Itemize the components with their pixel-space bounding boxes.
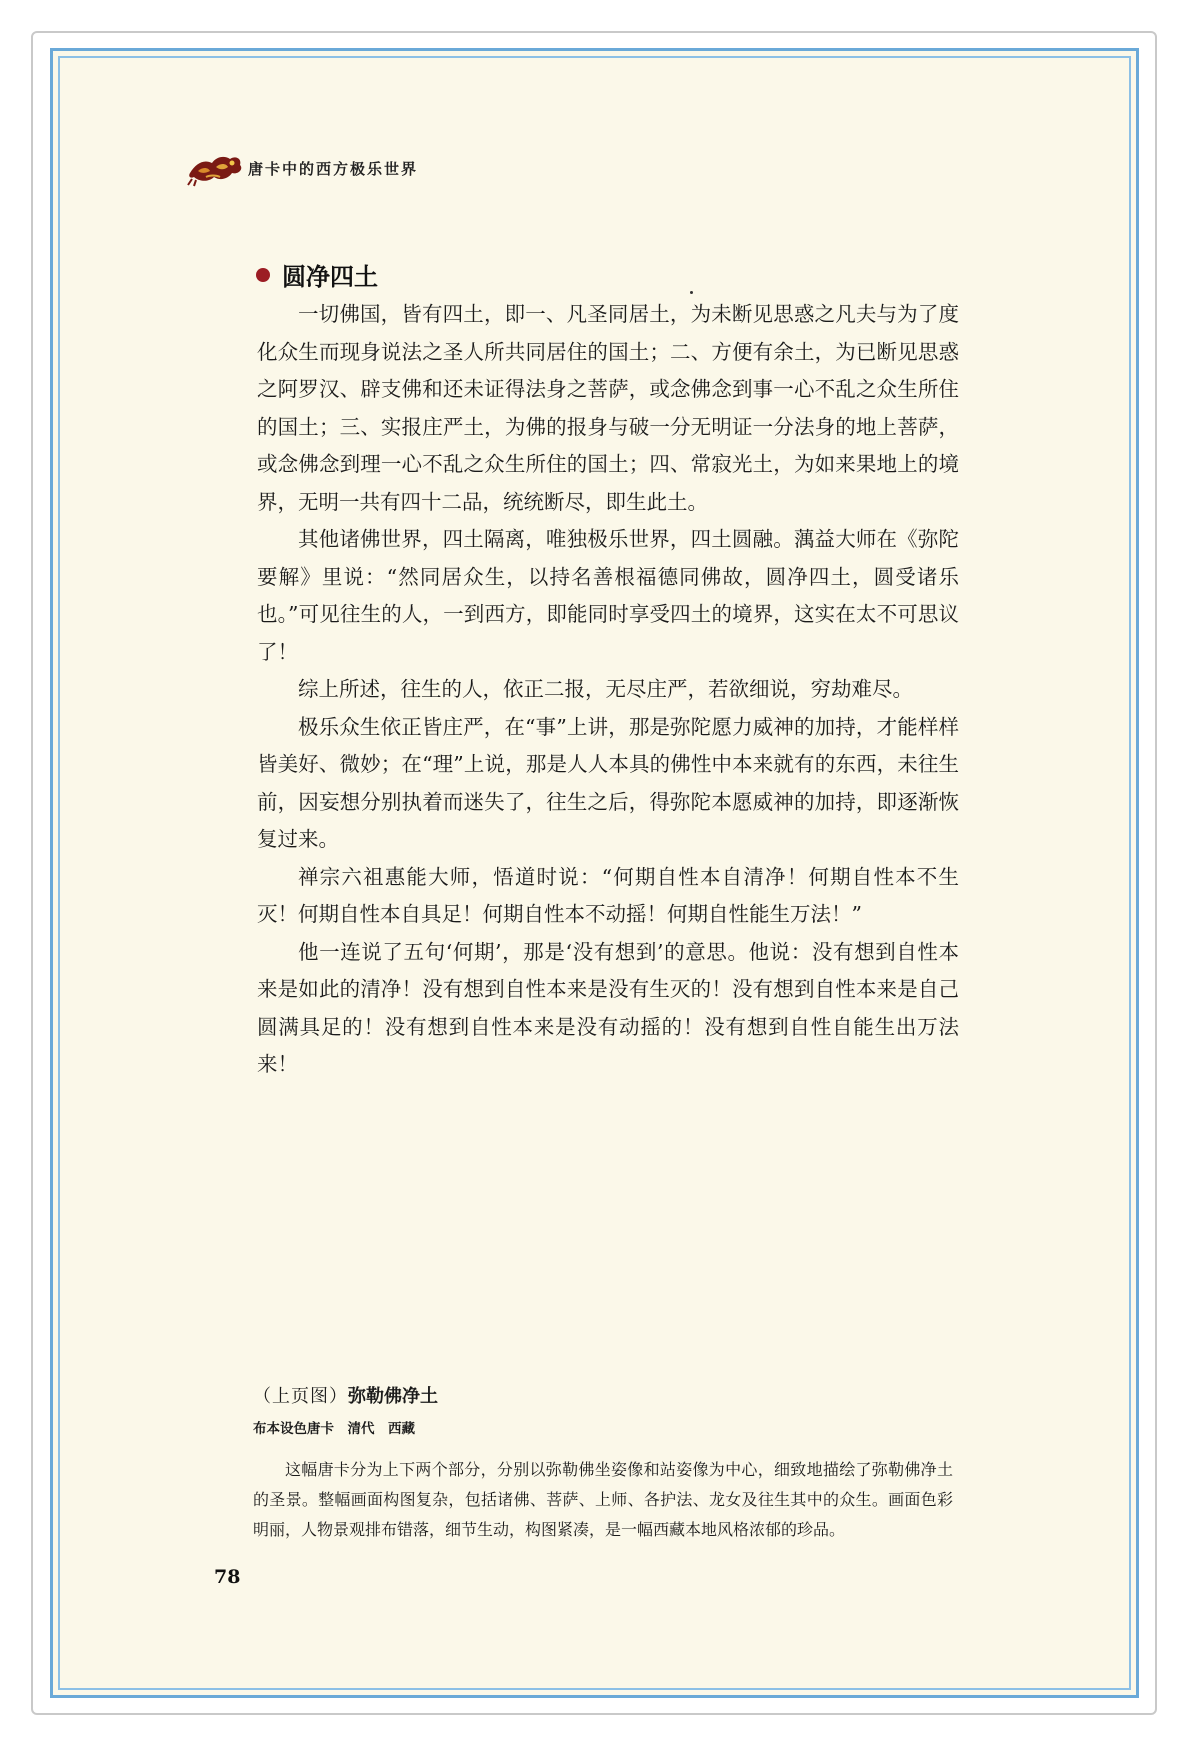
page-number: 78 [214, 1566, 241, 1588]
caption-title: 弥勒佛净土 [348, 1386, 438, 1407]
dragon-icon [186, 149, 244, 187]
paragraph: 极乐众生依正皆庄严，在“事”上讲，那是弥陀愿力威神的加持，才能样样皆美好、微妙；在“理”上说，那是人人本具的佛性中本来就有的东西，未往生前，因妄想分别执着而迷失了，往生之后，得弥陀本愿威神的加持，即逐渐恢复过来。 [257, 714, 959, 851]
body-text [257, 296, 959, 1084]
section-title: 圆净四土 [282, 263, 378, 291]
caption-meta: 布本设色唐卡 清代 西藏 [253, 1421, 415, 1437]
caption-body: 这幅唐卡分为上下两个部分，分别以弥勒佛坐姿像和站姿像为中心，细致地描绘了弥勒佛净土的圣景。整幅画面构图复杂，包括诸佛、菩萨、上师、各护法、龙女及往生其中的众生。画面色彩明丽，人物景观排布错落，细节生动，构图紧凑，是一幅西藏本地风格浓郁的珍品。 [253, 1460, 953, 1539]
bullet-icon [256, 268, 270, 282]
section-heading [256, 257, 378, 292]
caption-title-row [253, 1383, 953, 1411]
running-header [186, 148, 418, 188]
paragraph: 综上所述，往生的人，依正二报，无尽庄严，若欲细说，穷劫难尽。 [298, 677, 913, 701]
figure-caption [253, 1383, 953, 1545]
print-speck [690, 291, 693, 294]
caption-prefix: （上页图） [253, 1386, 348, 1407]
paragraph: 一切佛国，皆有四土，即一、凡圣同居土，为未断见思惑之凡夫与为了度化众生而现身说法之圣人所共同居住的国土；二、方便有余土，为已断见思惑之阿罗汉、辟支佛和还未证得法身之菩萨，或念佛念到事一心不乱之众生所住的国土；三、实报庄严土，为佛的报身与破一分无明证一分法身的地上菩萨，或念佛念到理一心不乱之众生所住的国土；四、常寂光土，为如来果地上的境界，无明一共有四十二品，统统断尽，即生此土。 [257, 302, 959, 514]
book-title: 唐卡中的西方极乐世界 [248, 159, 419, 178]
paragraph: 他一连说了五句‘何期’，那是‘没有想到’的意思。他说：没有想到自性本来是如此的清净！没有想到自性本来是没有生灭的！没有想到自性本来是自己圆满具足的！没有想到自性本来是没有动摇的！没有想到自性自能生出万法来！ [257, 939, 959, 1076]
paragraph: 禅宗六祖惠能大师，悟道时说：“何期自性本自清净！何期自性本不生灭！何期自性本自具足！何期自性本不动摇！何期自性能生万法！” [257, 864, 959, 926]
paragraph: 其他诸佛世界，四土隔离，唯独极乐世界，四土圆融。蕅益大师在《弥陀要解》里说：“然同居众生，以持名善根福德同佛故，圆净四土，圆受诸乐也。”可见往生的人，一到西方，即能同时享受四土的境界，这实在太不可思议了！ [257, 527, 959, 664]
